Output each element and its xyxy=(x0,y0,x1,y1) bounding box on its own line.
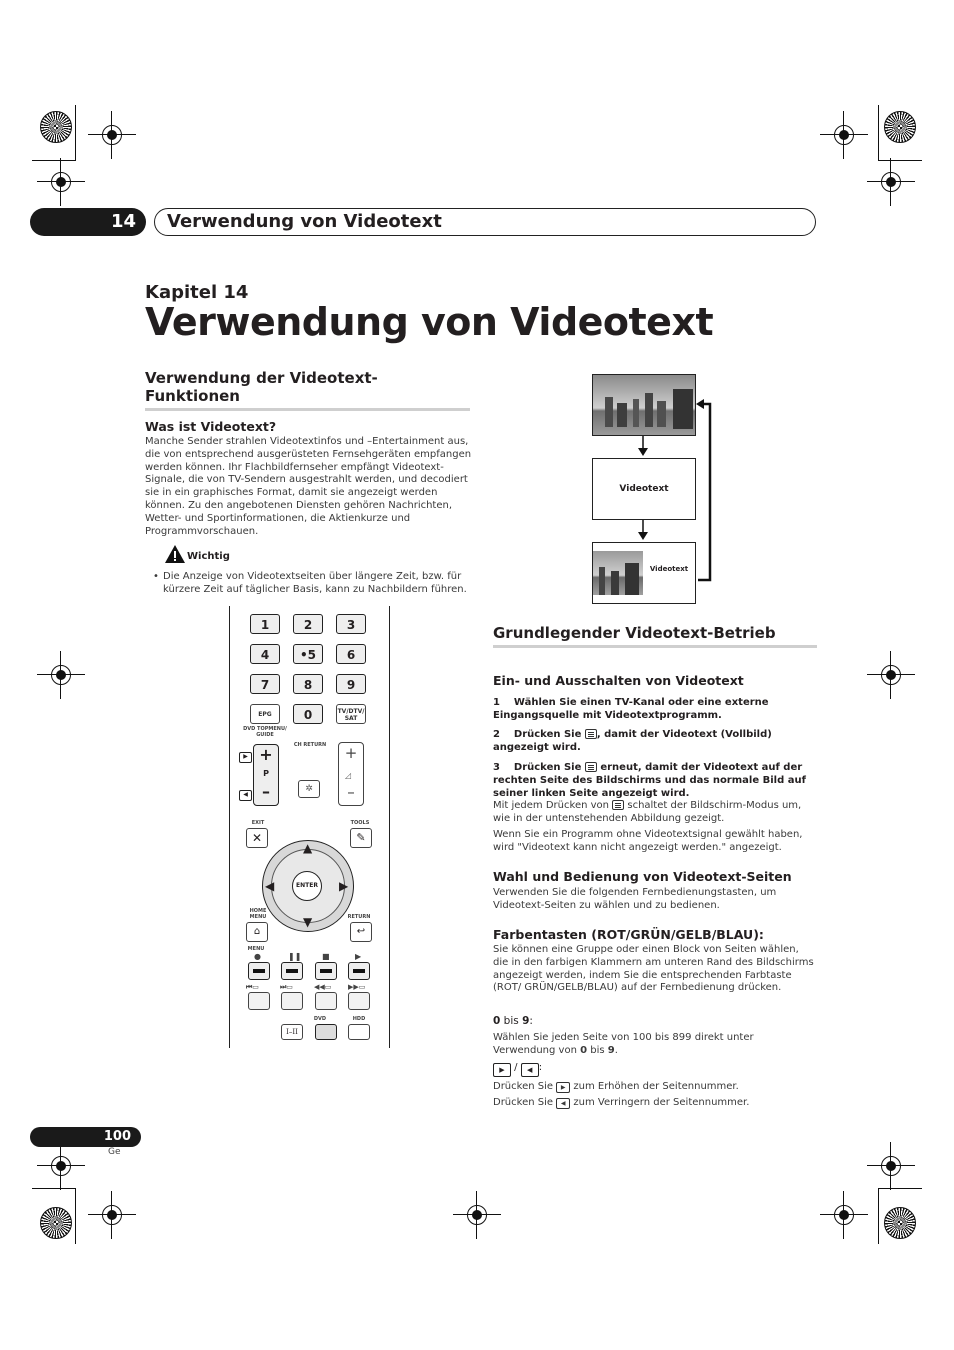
registration-burst-mark xyxy=(884,111,916,143)
return-loop-arrow xyxy=(696,398,716,582)
crosshair-mark xyxy=(47,1152,75,1180)
mode-note xyxy=(493,800,817,826)
key-7[interactable]: 7 xyxy=(250,674,280,694)
step-3 xyxy=(493,762,817,800)
rewind-icon: ◀◀▭ xyxy=(314,983,332,991)
mode-note-a: Mit jedem Drücken von xyxy=(493,800,609,811)
step-2-number: 2 xyxy=(493,729,500,740)
page-keys-heading: ▶ / ◀ : xyxy=(493,1062,542,1077)
key-2[interactable]: 2 xyxy=(293,614,323,634)
step-1-number: 1 xyxy=(493,697,500,708)
videotext-split-screen xyxy=(592,542,696,604)
videotext-full-label: Videotext xyxy=(619,484,669,494)
number-keys-heading: 0 bis 9: xyxy=(493,1015,533,1027)
tv-picture-screen xyxy=(592,374,696,436)
home-menu-button[interactable]: ⌂ xyxy=(246,922,268,942)
subsection-color-keys: Farbentasten (ROT/GRÜN/GELB/BLAU): xyxy=(493,927,764,942)
number-keys-text-a: Wählen Sie jeden Seite von 100 bis 899 direkt unter Verwendung von xyxy=(493,1032,754,1056)
exit-label: EXIT xyxy=(251,820,265,826)
no-signal-note: Wenn Sie ein Programm ohne Videotextsignal gewählt haben, wird "Videotext kann nicht angezeigt werden." angezeigt. xyxy=(493,829,803,853)
range-start: 0 xyxy=(493,1015,501,1027)
page-select-text: Verwenden Sie die folgenden Fernbedienungstasten, um Videotext-Seiten zu wählen und zu bedienen. xyxy=(493,887,777,911)
navigation-pad[interactable]: ▲ ▼ ◀ ▶ ENTER xyxy=(262,840,354,932)
registration-burst-mark xyxy=(884,1207,916,1239)
forward-icon: ▶▶▭ xyxy=(348,983,366,991)
menu-label: MENU xyxy=(247,946,265,952)
audio-button[interactable]: I–II xyxy=(281,1024,303,1040)
subsection-what-is: Was ist Videotext? xyxy=(145,419,277,434)
hdd-button[interactable] xyxy=(348,1024,370,1040)
page-down-text xyxy=(493,1097,817,1110)
yellow-button[interactable] xyxy=(315,962,337,980)
subsection-on-off: Ein- und Ausschalten von Videotext xyxy=(493,673,744,688)
crop-line xyxy=(878,1188,922,1189)
range-end: 9 xyxy=(522,1015,530,1027)
page-up-icon: ▶ xyxy=(239,752,252,763)
videotext-full-screen xyxy=(592,458,696,520)
key-0[interactable]: 0 xyxy=(293,704,323,724)
intro-paragraph: Manche Sender strahlen Videotextinfos und –Entertainment aus, die von entsprechend ausgerüsteten Fernsehgeräten empfangen werden können. Ihr Flachbildfernseher empfängt Videotext-Signale, die von TV-Sendern ausgestrahlt werden, und decodiert sie in ein graphisches Format, damit sie angezeigt werden können. Zu den angebotenen Diensten gehören Nachrichten, Wetter- und Sportinformationen, die Aktienkurze und Programmvorschauen. xyxy=(145,436,472,537)
crosshair-mark xyxy=(47,661,75,689)
dvd-topmenu-label: DVD TOPMENU/ GUIDE xyxy=(243,726,287,738)
step-2-text-a: Drücken Sie xyxy=(513,729,582,740)
play-icon: ▶ xyxy=(355,952,362,961)
chapter-number-badge: 14 xyxy=(30,208,146,236)
prev-button[interactable] xyxy=(248,992,270,1010)
crop-line xyxy=(878,160,922,161)
number-keys-text-d: 9 xyxy=(607,1044,615,1056)
next-button[interactable] xyxy=(281,992,303,1010)
crop-line xyxy=(75,1188,76,1244)
arrow-down-icon xyxy=(636,436,650,456)
step-2 xyxy=(493,729,817,755)
number-keys-text-b: 0 xyxy=(580,1044,588,1056)
crop-line xyxy=(878,1188,879,1244)
step-1 xyxy=(493,697,817,723)
videotext-split-label: Videotext xyxy=(649,565,689,573)
warning-text: Die Anzeige von Videotextseiten über längere Zeit, bzw. für kürzere Zeit auf täglicher Basis, kann zu Nachbildern führen. xyxy=(163,571,467,595)
warning-icon xyxy=(164,544,186,564)
mute-button[interactable]: ✲ xyxy=(298,780,320,798)
key-4[interactable]: 4 xyxy=(250,644,280,664)
number-keys-text-c: bis xyxy=(590,1044,605,1056)
crosshair-mark xyxy=(830,121,858,149)
crosshair-mark xyxy=(463,1201,491,1229)
chapter-label: Kapitel 14 xyxy=(145,282,249,303)
page-down-text-a: Drücken Sie xyxy=(493,1097,554,1108)
page-up-text-b: zum Erhöhen der Seitennummer. xyxy=(573,1081,739,1092)
key-5[interactable]: •5 xyxy=(293,644,323,664)
registration-burst-mark xyxy=(40,1207,72,1239)
skip-back-icon: ⏮▭ xyxy=(246,983,259,991)
chapter-header-bar xyxy=(30,208,816,236)
step-3-number: 3 xyxy=(493,762,500,773)
blue-button[interactable] xyxy=(348,962,370,980)
tools-label: TOOLS xyxy=(350,820,370,826)
page-up-icon-inline: ▶ xyxy=(556,1082,570,1093)
page-down-icon-inline: ◀ xyxy=(556,1098,570,1109)
warning-bullet: • xyxy=(153,571,159,582)
key-8[interactable]: 8 xyxy=(293,674,323,694)
videotext-mode-figure xyxy=(592,374,722,604)
hdd-label: HDD xyxy=(352,1016,366,1022)
color-keys-text: Sie können eine Gruppe oder einen Block von Seiten wählen, die in den farbigen Klammern am unteren Rand des Bildschirms angezeigt werden, indem Sie die entsprechenden Farbtaste (ROT/ GRÜN/GELB/BLAU) auf der Fernbedienung drücken. xyxy=(493,944,814,994)
teletext-icon xyxy=(612,800,624,810)
arrow-down-icon xyxy=(636,520,650,540)
home-menu-label: HOME MENU xyxy=(249,908,267,920)
key-6[interactable]: 6 xyxy=(336,644,366,664)
return-button[interactable]: ↩ xyxy=(350,922,372,942)
page-up-text xyxy=(493,1081,817,1094)
crosshair-mark xyxy=(98,121,126,149)
stop-icon: ■ xyxy=(322,952,330,961)
crosshair-mark xyxy=(47,168,75,196)
crosshair-mark xyxy=(830,1201,858,1229)
page-down-icon: ◀ xyxy=(521,1063,539,1077)
key-9[interactable]: 9 xyxy=(336,674,366,694)
crosshair-mark xyxy=(877,661,905,689)
key-3[interactable]: 3 xyxy=(336,614,366,634)
tv-dtv-sat-button[interactable]: TV/DTV/ SAT xyxy=(336,704,366,724)
range-mid: bis xyxy=(503,1015,519,1027)
subsection-page-select: Wahl und Bedienung von Videotext-Seiten xyxy=(493,869,792,884)
registration-burst-mark xyxy=(40,111,72,143)
step-3-text-a: Drücken Sie xyxy=(513,762,582,773)
green-button[interactable] xyxy=(281,962,303,980)
teletext-icon xyxy=(585,729,597,739)
crosshair-mark xyxy=(877,1152,905,1180)
rewind-button[interactable] xyxy=(315,992,337,1010)
tools-button[interactable]: ✎ xyxy=(350,828,372,848)
crop-line xyxy=(75,105,76,161)
remote-control-illustration xyxy=(229,606,390,1048)
page-up-text-a: Drücken Sie xyxy=(493,1081,554,1092)
exit-button[interactable]: ✕ xyxy=(246,828,268,848)
crop-line xyxy=(878,105,879,161)
dvd-label: DVD xyxy=(313,1016,327,1022)
step-3-text-b: erneut, damit der Videotext auf der rechten Seite des Bildschirms und das normale Bild auf seiner linken Seite angezeigt wird. xyxy=(493,762,806,799)
section-title-functions: Verwendung der Videotext-Funktionen xyxy=(145,369,470,411)
step-1-text: Wählen Sie einen TV-Kanal oder eine externe Eingangsquelle mit Videotextprogramm. xyxy=(493,697,769,721)
red-button[interactable] xyxy=(248,962,270,980)
mode-note-b: schaltet der Bildschirm-Modus um, wie in der untenstehenden Abbildung gezeigt. xyxy=(493,800,802,824)
crop-line xyxy=(32,160,76,161)
warning-label: Wichtig xyxy=(187,551,230,562)
page-title: Verwendung von Videotext xyxy=(145,300,714,344)
return-label: RETURN xyxy=(347,914,371,920)
page-number-badge: 100 xyxy=(30,1127,141,1147)
crosshair-mark xyxy=(98,1201,126,1229)
program-rocker[interactable]: + P – xyxy=(253,744,279,806)
teletext-icon xyxy=(585,762,597,772)
step-2-text-b: , damit der Videotext (Vollbild) angezeigt wird. xyxy=(493,729,772,753)
rec-icon: ● xyxy=(254,952,261,961)
crosshair-mark xyxy=(877,168,905,196)
epg-button[interactable]: EPG xyxy=(250,704,280,724)
page-down-icon: ◀ xyxy=(239,790,252,801)
pause-icon: ❚❚ xyxy=(288,952,302,961)
enter-button[interactable]: ENTER xyxy=(292,871,322,901)
crop-line xyxy=(32,1188,76,1189)
ch-return-label: CH RETURN xyxy=(293,742,327,748)
language-code: Ge xyxy=(108,1147,121,1157)
running-header-title: Verwendung von Videotext xyxy=(154,208,816,236)
key-1[interactable]: 1 xyxy=(250,614,280,634)
volume-rocker[interactable]: + ◿ – xyxy=(338,742,364,806)
section-title-basic: Grundlegender Videotext-Betrieb xyxy=(493,624,817,648)
number-keys-text: Wählen Sie jeden Seite von 100 bis 899 direkt unter Verwendung von 0 bis 9. xyxy=(493,1032,754,1056)
dvd-button[interactable] xyxy=(315,1024,337,1040)
page-up-icon: ▶ xyxy=(493,1063,511,1077)
ff-button[interactable] xyxy=(348,992,370,1010)
page-down-text-b: zum Verringern der Seitennummer. xyxy=(573,1097,750,1108)
p-label: P xyxy=(263,769,269,778)
skip-forward-icon: ⏭▭ xyxy=(280,983,293,991)
